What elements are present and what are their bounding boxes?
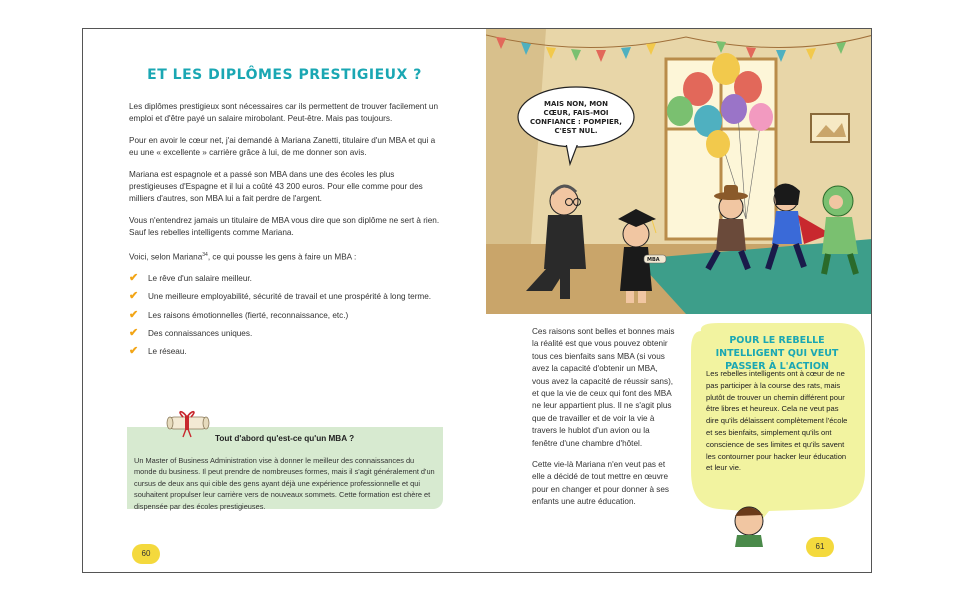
- speech-bubble-text: MAIS NON, MON CŒUR, FAIS-MOI CONFIANCE : POMPIER, C'EST NUL.: [530, 100, 622, 135]
- list-item: ✔ Le rêve d'un salaire meilleur.: [129, 271, 252, 284]
- paragraph: Les diplômes prestigieux sont nécessaires car ils permettent de trouver facilement un emploi et d'être payé un salaire mirobolant. Peut-être. Mais pas toujours.: [129, 102, 439, 124]
- left-body-text: [129, 101, 441, 365]
- right-body-text: [532, 326, 676, 518]
- reasons-list: [129, 273, 441, 359]
- page-number: 60: [132, 544, 160, 564]
- paragraph: Pour en avoir le cœur net, j'ai demandé à Mariana Zanetti, titulaire d'un MBA et qui a eu une « excellente » carrière grâce à lui, de me donner son avis.: [129, 135, 436, 158]
- right-page: [486, 29, 872, 572]
- page-title: ET LES DIPLÔMES PRESTIGIEUX ?: [147, 67, 422, 83]
- illustration-scene: [486, 29, 872, 314]
- left-page: [83, 29, 486, 572]
- checkmark-icon: ✔: [129, 271, 139, 284]
- paragraph: Vous n'entendrez jamais un titulaire de MBA vous dire que son diplôme ne sert à rien. Sauf les rebelles intelligents comme Mariana.: [129, 215, 440, 238]
- checkmark-icon: ✔: [129, 308, 139, 321]
- list-intro: Voici, selon Mariana$^{34}$, ce qui pousse les gens à faire un MBA :: [129, 251, 357, 262]
- checkmark-icon: ✔: [129, 327, 139, 340]
- list-item: ✔ Le réseau.: [129, 345, 187, 358]
- checkmark-icon: ✔: [129, 345, 139, 358]
- book-spread: [82, 28, 872, 573]
- rebel-box-title: POUR LE REBELLE INTELLIGENT QUI VEUT PASSER À L'ACTION: [715, 335, 839, 372]
- diploma-scroll-icon: [165, 405, 211, 439]
- box-text: Un Master of Business Administration vise à donner le meilleur des connaissances du monde du business. Il peut prendre de nombreuses formes, mais il s'agit généralement d'un cursus de deux ans qui cible des gens ayant déjà une expérience professionnelle et qui souhaitent propulser leur carrière vers de nouveaux sommets. Cette formation est chère et dispensée par des écoles prestigieuses.: [134, 456, 435, 511]
- diploma-label: MBA: [647, 257, 660, 263]
- rebel-box-text: Les rebelles intelligents ont à cœur de ne pas participer à la course des rats, mais plutôt de trouver un chemin différent pour être libres et heureux. Cela ne veut pas dire qu'ils délaissent complètement l'école et ses bienfaits, simplement qu'ils ont conscience de ses limites et qu'ils savent les contourner pour hacker leur éducation et leur vie.: [706, 369, 848, 473]
- mba-definition-box: [127, 427, 443, 509]
- list-item: ✔ Des connaissances uniques.: [129, 327, 253, 340]
- paragraph: Ces raisons sont belles et bonnes mais la réalité est que vous pouvez obtenir tous ces bienfaits sans MBA (si vous avez la capacité d'obtenir un MBA, vous avez la capacité de réussir sans), et que la vie de ceux qui font des MBA ne leur appartient plus. Il ne s'agit plus que de travailler et de voir la vie à travers le hublot d'un avion ou la fenêtre d'une chambre d'hôtel.: [532, 327, 675, 448]
- list-item: ✔ Les raisons émotionnelles (fierté, reconnaissance, etc.): [129, 308, 349, 321]
- box-heading: Tout d'abord qu'est-ce qu'un MBA ?: [215, 434, 355, 443]
- paragraph: Cette vie-là Mariana n'en veut pas et elle a décidé de tout mettre en œuvre pour en changer et pour donner à ses enfants une autre éducation.: [532, 460, 670, 507]
- footnote-ref: 34: [202, 251, 208, 258]
- list-item: ✔ Une meilleure employabilité, sécurité de travail et une prospérité à long terme.: [129, 290, 432, 303]
- paragraph: Mariana est espagnole et a passé son MBA dans une des écoles les plus prestigieuses d'Espagne et il lui a coûté 43 200 euros. Pour elle comme pour des milliers d'autres, son MBA lui a fait perdre de l'argent.: [129, 169, 423, 204]
- checkmark-icon: ✔: [129, 290, 139, 303]
- cartoon-illustration: [486, 29, 872, 314]
- page-number: 61: [806, 537, 834, 557]
